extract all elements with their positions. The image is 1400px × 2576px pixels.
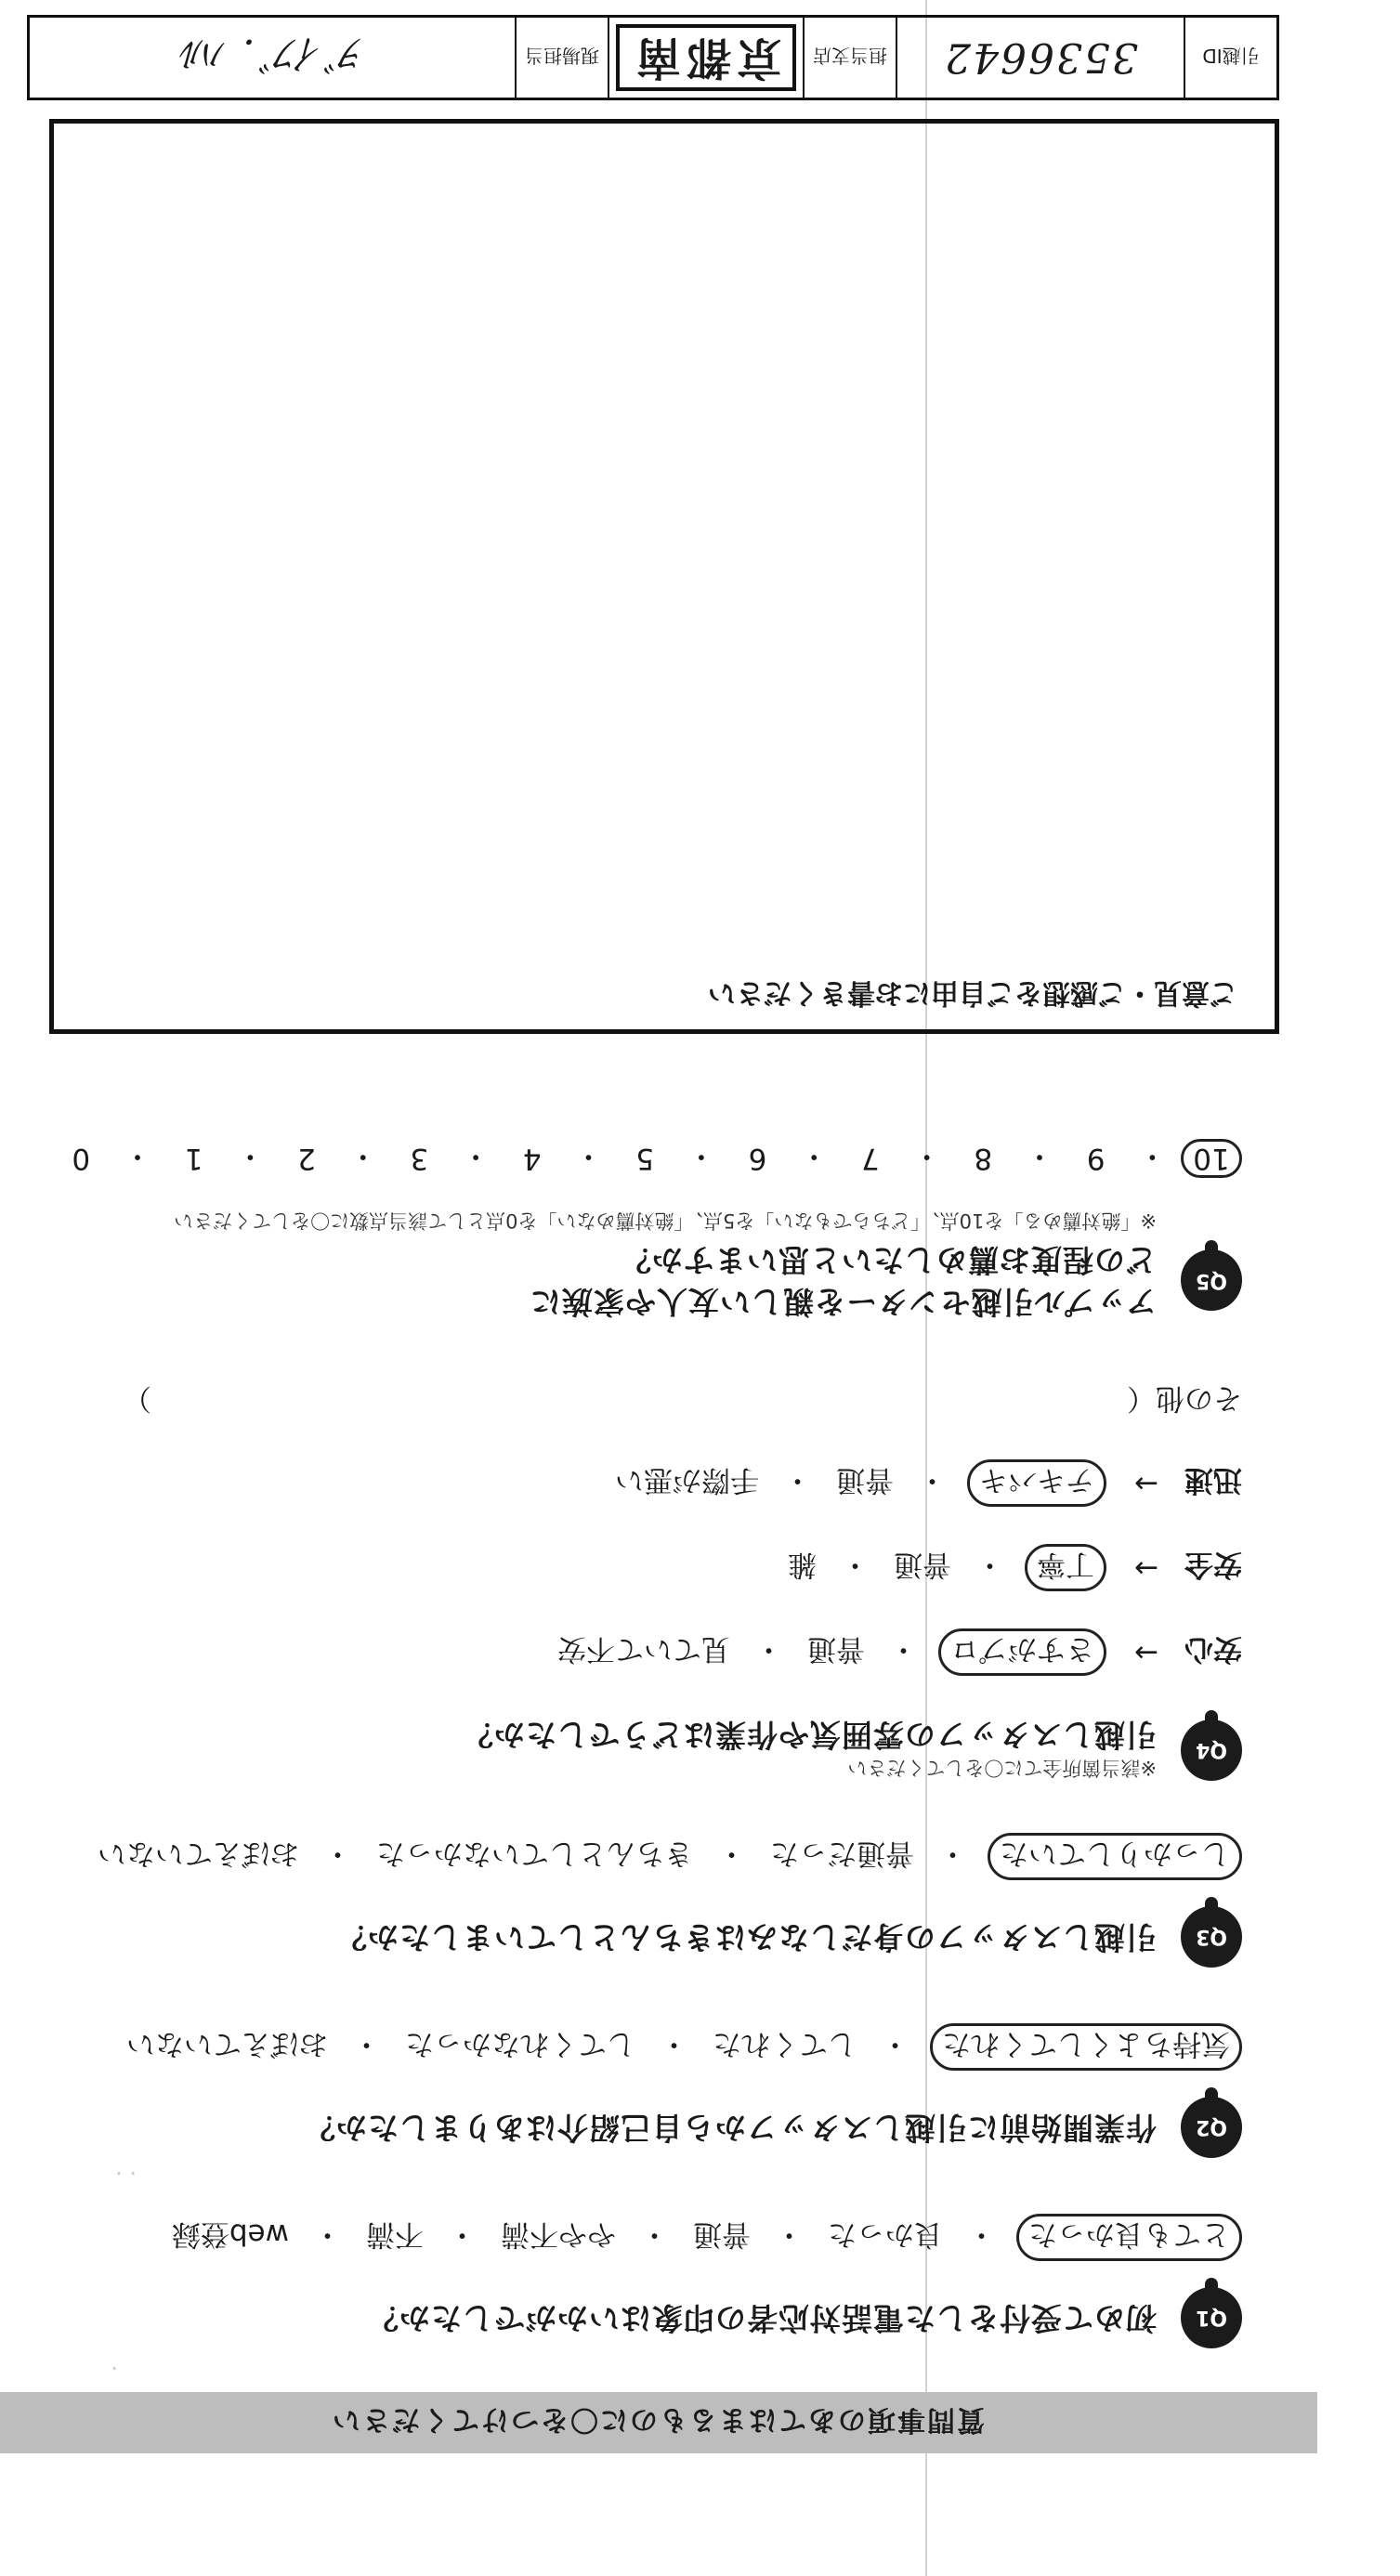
q3-badge: Q3 [1181, 1906, 1242, 1968]
pencil-mark: · · [115, 2160, 137, 2186]
scale-option[interactable]: 7 [861, 1142, 880, 1176]
scale-option[interactable]: 6 [748, 1142, 767, 1176]
id-value: 3536642 [943, 33, 1138, 82]
q2-option[interactable]: おぼえていない [126, 2027, 328, 2060]
scale-option[interactable]: 1 [184, 1142, 203, 1176]
scale-option[interactable]: 5 [635, 1142, 654, 1176]
q3-option[interactable]: きちんとしていなかった [376, 1837, 693, 1870]
comment-box[interactable] [49, 119, 1279, 1034]
scale-option[interactable]: 10 [1181, 1139, 1242, 1178]
q4-other-close: ） [123, 1381, 151, 1416]
scale-option[interactable]: 8 [974, 1142, 993, 1176]
q3-option[interactable]: おぼえていない [98, 1837, 299, 1870]
leader-label: 現場担当 [525, 45, 599, 68]
q4-option[interactable]: 手際が悪い [615, 1463, 760, 1497]
arrow-right-icon: → [1134, 1466, 1158, 1500]
q1-option[interactable]: やや不満 [501, 2217, 616, 2251]
id-label-cell [1184, 18, 1276, 98]
q4-row-anshin: 安心 → さすがプロ ・ 普通 ・ 見ていて不安 [37, 1628, 1242, 1676]
q1-text: 初めて受付をした電話対応者の印象はいかがでしたか？ [367, 2300, 1157, 2337]
q4-other-row [37, 1380, 1242, 1422]
q2-option[interactable]: 気持ちよくしてくれた [930, 2023, 1242, 2071]
q5-badge: Q5 [1181, 1249, 1242, 1311]
scale-option[interactable]: 2 [297, 1142, 316, 1176]
q2-option[interactable]: してくれなかった [405, 2027, 635, 2060]
id-table [27, 15, 1279, 100]
q5-note: ※「絶対薦める」を10点、「どちらでもない」を5点、「絶対薦めない」を0点として該当点数に〇をしてください [174, 1209, 1157, 1232]
question-4 [37, 1380, 1242, 1786]
scale-option[interactable]: 4 [522, 1142, 542, 1176]
q1-options: とても良かった ・ 良かった ・ 普通 ・ やや不満 ・ 不満 ・ web登録 [37, 2214, 1242, 2261]
comment-label: ご意見・ご感想をご自由にお書きください [708, 976, 1237, 1009]
id-label: 引越ID [1202, 45, 1260, 68]
q4-row-label: 安全 [1184, 1548, 1242, 1582]
leader-value: ｦﾞｲﾌﾞ. ﾊﾙ [181, 30, 363, 77]
q1-option[interactable]: 不満 [366, 2217, 424, 2251]
q5-scale: 10 ・ 9 ・ 8 ・ 7 ・ 6 ・ 5 ・ 4 ・ 3 ・ 2 ・ 1 ・ 0 [53, 1138, 1242, 1180]
branch-label: 担当支店 [813, 45, 887, 68]
q4-option[interactable]: 丁寧 [1025, 1544, 1106, 1591]
question-5 [37, 1138, 1242, 1322]
scale-option[interactable]: 0 [72, 1142, 91, 1176]
q2-options: 気持ちよくしてくれた ・ してくれた ・ してくれなかった ・ おぼえていない [37, 2023, 1242, 2071]
q5-text-line2: どの程度お薦めしたいと思いますか？ [620, 1242, 1157, 1279]
scale-option[interactable]: 9 [1086, 1142, 1106, 1176]
scale-option[interactable]: 3 [410, 1142, 429, 1176]
leader-value-cell [30, 18, 515, 98]
q2-option[interactable]: してくれた [713, 2027, 857, 2060]
q4-row-anzen: 安全 → 丁寧 ・ 普通 ・ 雑 [37, 1544, 1242, 1591]
q4-text: 引越しスタッフの雰囲気や作業はどうでしたか？ [462, 1717, 1157, 1753]
q4-other-label: その他（ [1127, 1381, 1242, 1416]
branch-value-cell [608, 18, 803, 98]
q1-option[interactable]: 普通 [693, 2217, 751, 2251]
q3-options: しっかりしていた ・ 普通だった ・ きちんとしていなかった ・ おぼえていない [37, 1833, 1242, 1880]
branch-stamp: 京都南 [616, 24, 796, 91]
q4-option[interactable]: さすがプロ [938, 1628, 1106, 1676]
q1-option[interactable]: 良かった [828, 2217, 943, 2251]
q4-option[interactable]: 普通 [894, 1548, 952, 1582]
q5-text-line1: アップル引越センターを親しい友人や家族に [529, 1284, 1157, 1320]
branch-label-cell [803, 18, 896, 98]
question-3 [37, 1833, 1242, 1968]
q3-text: 引越しスタッフの身だしなみはきちんとしていましたか？ [335, 1919, 1157, 1956]
q4-row-label: 迅速 [1184, 1463, 1242, 1497]
q4-note: ※該当箇所全てに〇をしてください [847, 1757, 1157, 1779]
question-1 [37, 2214, 1242, 2348]
q4-option[interactable]: 見ていて不安 [557, 1632, 731, 1667]
q2-badge: Q2 [1181, 2097, 1242, 2158]
arrow-right-icon: → [1134, 1550, 1158, 1585]
leader-label-cell [515, 18, 608, 98]
q3-option[interactable]: 普通だった [770, 1837, 914, 1870]
q1-option[interactable]: とても良かった [1016, 2214, 1242, 2261]
q3-option[interactable]: しっかりしていた [988, 1833, 1242, 1880]
q4-option[interactable]: 普通 [807, 1632, 866, 1667]
q4-row-jinsoku: 迅速 → テキパキ ・ 普通 ・ 手際が悪い [37, 1459, 1242, 1507]
q2-text: 作業開始前に引越しスタッフから自己紹介はありましたか？ [304, 2110, 1157, 2147]
instruction-banner: 質問事項のあてはまるものに〇をつけてください [0, 2392, 1317, 2453]
q1-badge: Q1 [1181, 2287, 1242, 2348]
q4-badge: Q4 [1181, 1720, 1242, 1781]
arrow-right-icon: → [1134, 1635, 1158, 1669]
q1-option[interactable]: web登録 [171, 2217, 289, 2251]
q4-option[interactable]: 普通 [836, 1463, 895, 1497]
question-2 [37, 2023, 1242, 2158]
q4-option[interactable]: テキパキ [967, 1459, 1106, 1507]
q4-row-label: 安心 [1184, 1632, 1242, 1667]
pencil-mark: · [111, 2355, 118, 2381]
q4-option[interactable]: 雑 [788, 1548, 818, 1582]
id-value-cell [896, 18, 1184, 98]
